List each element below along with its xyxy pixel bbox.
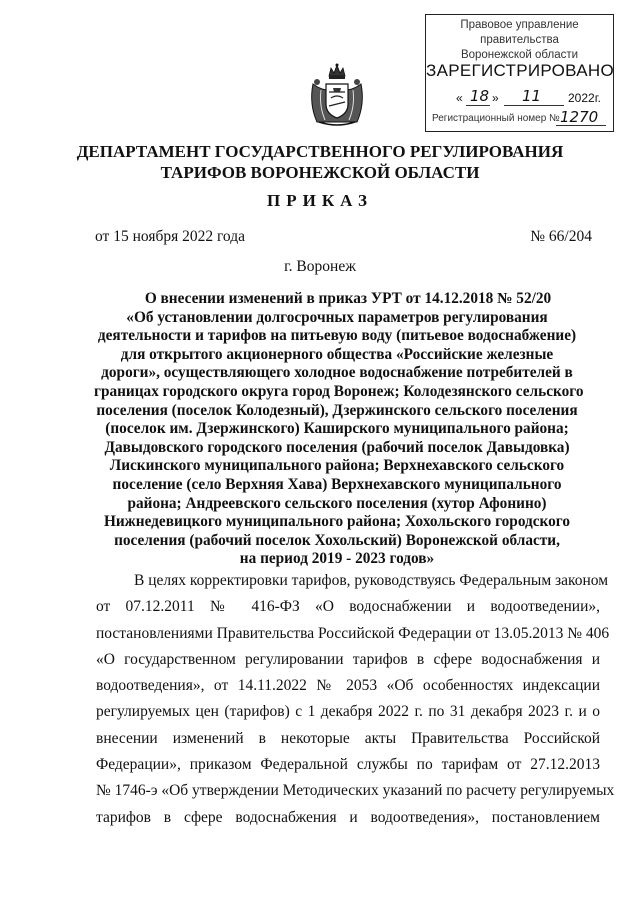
subject-line: поселение (село Верхняя Хава) Верхнехавского муниципального (112, 475, 562, 493)
stamp-reg-number-label: Регистрационный номер № (432, 113, 560, 124)
subject-line: для открытого акционерного общества «Российские железные (120, 345, 554, 363)
stamp-reg-number (432, 108, 612, 126)
body-line: Федерации», приказом Федеральной службы по тарифам от 27.12.2013 (96, 756, 600, 774)
stamp-date (438, 87, 608, 109)
subject-line: деятельности и тарифов на питьевую воду (питьевое водоснабжение) (97, 327, 577, 345)
registration-stamp (425, 14, 614, 132)
body-line: «О государственном регулировании тарифов в сфере водоснабжения и (96, 650, 600, 668)
subject-line: О внесении изменений в приказ УРТ от 14.12.2018 № 52/20 (144, 290, 552, 307)
department-name (60, 141, 580, 183)
stamp-org-line1: Правовое управление правительства (460, 19, 579, 46)
document-type-title: ПРИКАЗ (267, 191, 373, 210)
order-city: г. Воронеж (284, 258, 356, 275)
subject-line: поселения (рабочий поселок Хохольский) Воронежской области, (114, 531, 560, 549)
body-line: внесении изменений в некоторые акты Правительства Российской (96, 729, 600, 747)
subject-line: «Об установлении долгосрочных параметров регулирования (126, 308, 548, 326)
coat-of-arms-icon (307, 62, 367, 132)
subject-line: поселения (поселок Колодезный), Дзержинского сельского поселения (96, 401, 578, 419)
department-name-line2: ТАРИФОВ ВОРОНЕЖСКОЙ ОБЛАСТИ (160, 163, 480, 182)
subject-line: Лискинского муниципального района; Верхнехавского сельского (109, 457, 565, 475)
subject-line: границах городского округа город Воронеж; Колодезянского сельского (94, 382, 584, 400)
stamp-date-day: 18 (470, 87, 490, 105)
stamp-organization (430, 18, 609, 63)
order-body-paragraph (96, 568, 615, 831)
department-name-line1: ДЕПАРТАМЕНТ ГОСУДАРСТВЕННОГО РЕГУЛИРОВАНИЯ (76, 142, 564, 161)
body-line: от 07.12.2011 № 416-ФЗ «О водоснабжении и водоотведении», (96, 598, 600, 616)
body-line: тарифов в сфере водоснабжения и водоотведения», постановлением (96, 808, 600, 826)
order-number: № 66/204 (530, 228, 592, 245)
stamp-registered-label: ЗАРЕГИСТРИРОВАНО (426, 61, 614, 80)
stamp-date-month: 11 (522, 87, 542, 105)
stamp-reg-number-value: 1270 (560, 108, 599, 126)
subject-line: дороги», осуществляющего холодное водоснабжение потребителей в (101, 364, 573, 382)
subject-line: Давыдовского городского поселения (рабочий поселок Давыдовка) (104, 438, 570, 456)
subject-line: района; Андреевского сельского поселения (хутор Афонино) (127, 494, 547, 512)
stamp-date-close: » (492, 91, 499, 105)
body-line: постановлениями Правительства Российской Федерации от 13.05.2013 № 406 (96, 624, 610, 642)
body-line: В целях корректировки тарифов, руководствуясь Федеральным законом (134, 572, 609, 589)
stamp-date-open: « (456, 91, 463, 105)
subject-line: на период 2019 - 2023 годов» (239, 550, 435, 568)
order-subject (94, 290, 584, 569)
order-date: от 15 ноября 2022 года (95, 228, 246, 245)
subject-line: Нижнедевицкого муниципального района; Хохольского городского (103, 513, 571, 531)
stamp-date-year: 2022г. (568, 91, 601, 105)
stamp-org-line2: Воронежской области (460, 49, 579, 61)
body-line: № 1746-э «Об утверждении Методических указаний по расчету регулируемых (96, 782, 615, 800)
body-line: водоотведения», от 14.11.2022 № 2053 «Об особенностях индексации (96, 677, 600, 695)
subject-line: (поселок им. Дзержинского) Каширского муниципального района; (105, 420, 569, 438)
body-line: регулируемых цен (тарифов) с 1 декабря 2022 г. по 31 декабря 2023 г. и о (96, 703, 600, 721)
